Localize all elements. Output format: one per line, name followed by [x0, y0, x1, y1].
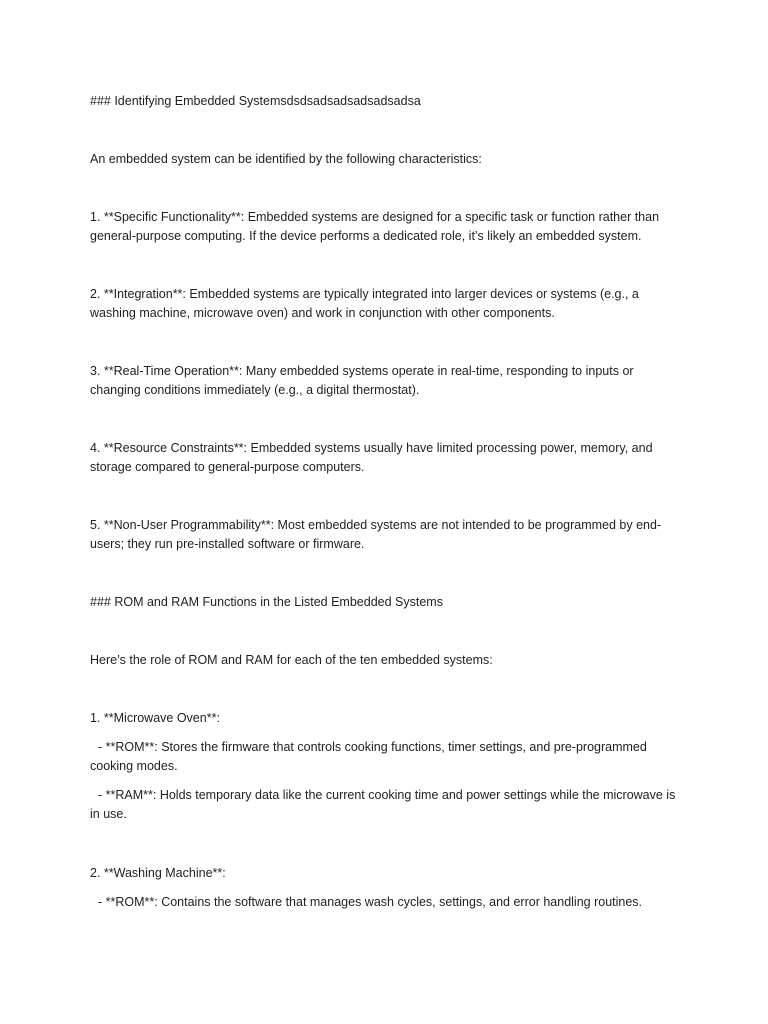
list-item-specific-functionality: 1. **Specific Functionality**: Embedded systems are designed for a specific task or function rather than general-purpose computing. If the device performs a dedicated role, it’s likely an embedded system.: [90, 210, 660, 243]
sub-item-rom: - **ROM**: Contains the software that manages wash cycles, settings, and error handling routines.: [98, 895, 643, 909]
sub-item-rom: - **ROM**: Stores the firmware that controls cooking functions, timer settings, and pre-programmed cooking modes.: [90, 740, 647, 773]
section-heading: ### Identifying Embedded Systemsdsdsadsadsadsadsadsa: [90, 94, 421, 108]
list-item-washing-machine: 2. **Washing Machine**:: [90, 866, 226, 880]
list-item-resource-constraints: 4. **Resource Constraints**: Embedded systems usually have limited processing power, memory, and storage compared to general-purpose computers.: [90, 441, 653, 474]
sub-item-ram: - **RAM**: Holds temporary data like the current cooking time and power settings while the microwave is in use.: [90, 788, 676, 821]
section-heading: ### ROM and RAM Functions in the Listed Embedded Systems: [90, 595, 443, 609]
list-item-integration: 2. **Integration**: Embedded systems are typically integrated into larger devices or systems (e.g., a washing machine, microwave oven) and work in conjunction with other components.: [90, 287, 639, 320]
intro-paragraph: Here’s the role of ROM and RAM for each of the ten embedded systems:: [90, 653, 493, 667]
list-item-non-user-programmability: 5. **Non-User Programmability**: Most embedded systems are not intended to be programmed by end-users; they run pre-installed software or firmware.: [90, 518, 662, 551]
list-item-real-time-operation: 3. **Real-Time Operation**: Many embedded systems operate in real-time, responding to inputs or changing conditions immediately (e.g., a digital thermostat).: [90, 364, 634, 397]
intro-paragraph: An embedded system can be identified by the following characteristics:: [90, 152, 482, 166]
list-item-microwave-oven: 1. **Microwave Oven**:: [90, 711, 220, 725]
